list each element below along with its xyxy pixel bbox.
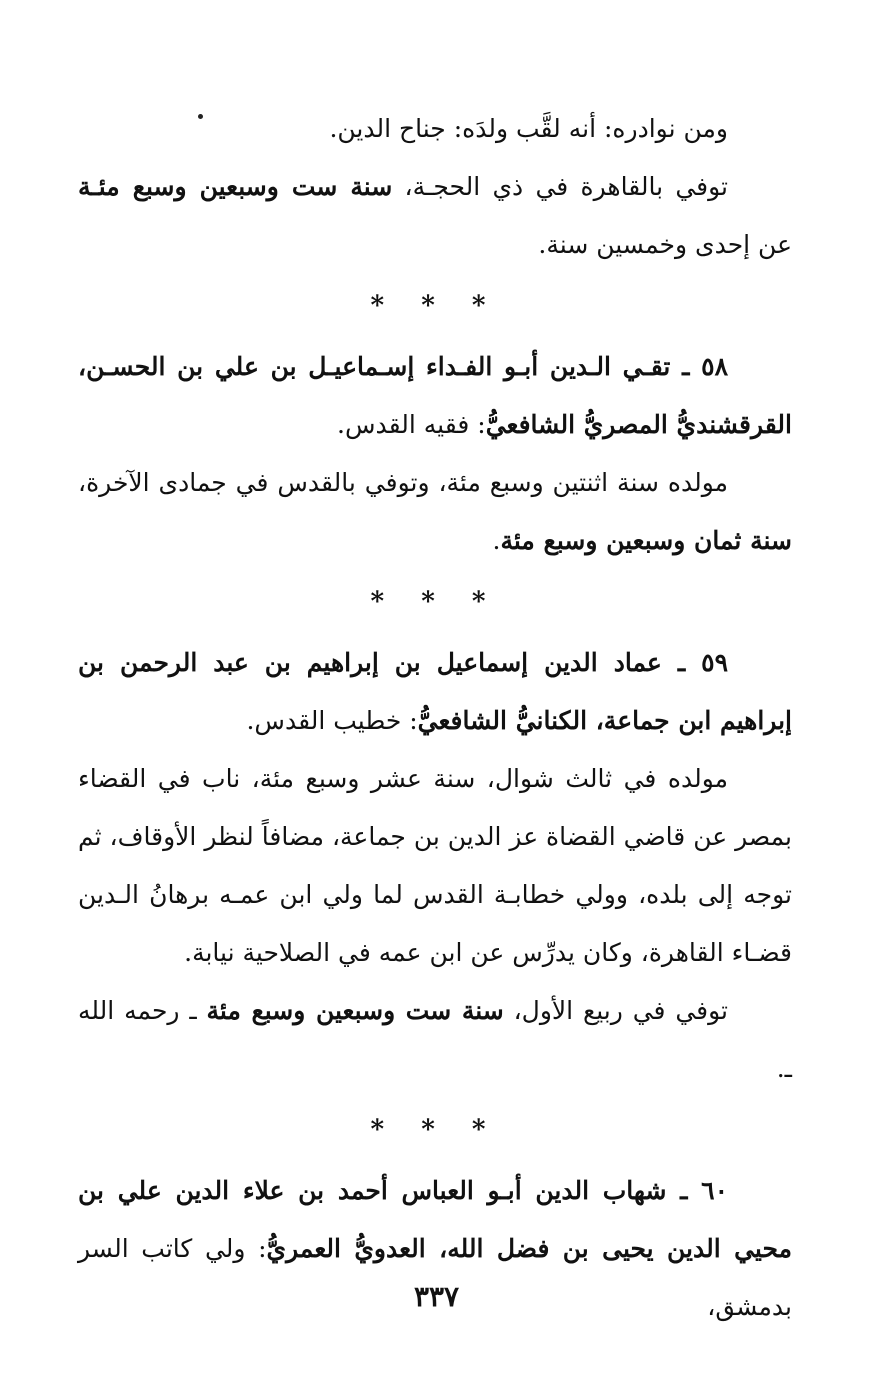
entry-59-death (78, 982, 792, 1098)
entry-59-death-tail: ـ رحمه الله ـ. (78, 996, 792, 1083)
entry-58-end: . (492, 526, 501, 555)
paragraph-nawadir (78, 100, 792, 158)
page-body (78, 100, 792, 1336)
death-prev-lead: توفي بالقاهرة في ذي الحجـة، (392, 172, 728, 201)
entry-60-name: ٦٠ ـ شهاب الدين أبـو العباس أحمد بن علاء الدين علي بن محيي الدين يحيى بن فضل الله، العدويُّ العمريُّ (78, 1176, 792, 1263)
paragraph-death-prev (78, 158, 792, 274)
page-number: ٣٣٧ (413, 1280, 460, 1313)
entry-58-death-date: سنة ثمان وسبعين وسبع مئة (500, 526, 792, 555)
entry-59-death-date: سنة ست وسبعين وسبع مئة (206, 996, 504, 1025)
entry-59-bio-text: مولده في ثالث شوال، سنة عشر وسبع مئة، ناب في القضاء بمصر عن قاضي القضاة عز الدين بن جماعة، مضافاً لنظر الأوقاف، ثم توجه إلى بلده، وولي خطابـة القدس لما ولي ابن عمـه برهانُ الـدين قضـاء القاهرة، وكان يدرِّس عن ابن عمه في الصلاحية نيابة. (78, 764, 792, 967)
entry-59-heading (78, 634, 792, 750)
nawadir-text: ومن نوادره: أنه لقَّب ولدَه: جناح الدين. (329, 114, 728, 143)
entry-59-death-lead: توفي في ربيع الأول، (503, 996, 728, 1025)
entry-58-title: : فقيه القدس. (337, 410, 486, 439)
entry-58-heading (78, 338, 792, 454)
entry-58-birth: مولده سنة اثنتين وسبع مئة، وتوفي بالقدس في جمادى الآخرة، (78, 468, 728, 497)
death-prev-date: سنة ست وسبعين وسبع مئـة (78, 172, 393, 201)
death-prev-tail: عن إحدى وخمسين سنة. (538, 230, 792, 259)
entry-59-title: : خطيب القدس. (246, 706, 418, 735)
entry-59-bio (78, 750, 792, 982)
section-separator: * * * (370, 291, 500, 321)
entry-58-name: ٥٨ ـ تقـي الـدين أبـو الفـداء إسـماعيـل بن علي بن الحسـن، القرقشنديُّ المصريُّ الشافعيُّ (78, 352, 792, 439)
entry-58-bio (78, 454, 792, 570)
entry-59-name: ٥٩ ـ عماد الدين إسماعيل بن إبراهيم بن عبد الرحمن بن إبراهيم ابن جماعة، الكنانيُّ الشافعيُّ (78, 648, 792, 735)
entry-60-title: : ولي كاتب السر بدمشق، (78, 1234, 792, 1321)
section-separator: * * * (370, 587, 500, 617)
section-separator: * * * (370, 1115, 500, 1145)
